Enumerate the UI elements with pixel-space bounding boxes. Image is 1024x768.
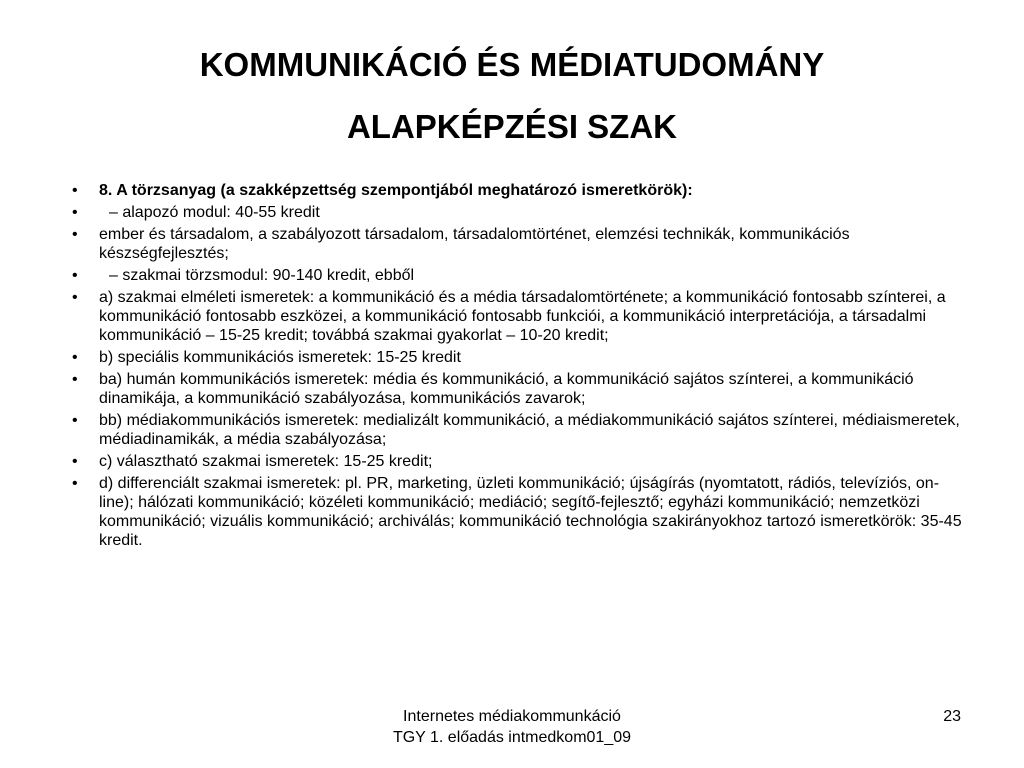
slide-title-line-1: KOMMUNIKÁCIÓ ÉS MÉDIATUDOMÁNY	[199, 46, 825, 83]
bullet-text: – alapozó modul: 40-55 kredit	[109, 204, 320, 221]
slide-title	[60, 34, 964, 158]
bullet-dot: •	[72, 349, 78, 366]
bullet-dot: •	[72, 182, 78, 199]
slide-title-line-2: ALAPKÉPZÉSI SZAK	[346, 108, 678, 145]
slide-footer	[312, 706, 712, 748]
bullet-text: ba) humán kommunikációs ismeretek: média és kommunikáció, a kommunikáció sajátos színterei, a kommunikáció dinamikája, a kommunikáció szabályozása, kommunikációs zavarok;	[99, 371, 914, 407]
bullet-text: c) választható szakmai ismeretek: 15-25 kredit;	[99, 453, 433, 470]
bullet-item-human-communication	[72, 370, 972, 408]
bullet-dot: •	[72, 267, 78, 284]
footer-line-2: TGY 1. előadás intmedkom01_09	[392, 729, 632, 746]
footer-line-1: Internetes médiakommunkáció	[403, 708, 621, 725]
bullet-text: ember és társadalom, a szabályozott társadalom, társadalomtörténet, elemzési technikák, kommunikációs készségfejlesztés;	[99, 226, 850, 262]
bullet-dot: •	[72, 289, 78, 306]
bullet-dot: •	[72, 226, 78, 243]
bullet-item-foundation-module	[72, 203, 972, 222]
bullet-text: 8. A törzsanyag (a szakképzettség szempontjából meghatározó ismeretkörök):	[99, 182, 693, 199]
bullet-item-theory	[72, 288, 972, 345]
bullet-text: bb) médiakommunikációs ismeretek: medializált kommunikáció, a médiakommunikáció sajátos színterei, médiaismeretek, médiadinamikák, a média szabályozása;	[99, 412, 960, 448]
bullet-item-differentiated	[72, 474, 972, 550]
bullet-list	[72, 181, 972, 553]
bullet-dot: •	[72, 412, 78, 429]
bullet-dot: •	[72, 204, 78, 221]
bullet-dot: •	[72, 371, 78, 388]
bullet-item-core-material	[72, 181, 972, 200]
bullet-item-elective	[72, 452, 972, 471]
bullet-text: b) speciális kommunikációs ismeretek: 15-25 kredit	[99, 349, 461, 366]
bullet-dot: •	[72, 453, 78, 470]
bullet-item-special	[72, 348, 972, 367]
bullet-text: a) szakmai elméleti ismeretek: a kommunikáció és a média társadalomtörténete; a kommunikáció fontosabb színterei, a kommunikáció fontosabb eszközei, a kommunikáció fontosabb funkciói, a kommunikáció interpretációja, a társadalmi kommunikáció – 15-25 kredit; továbbá szakmai gyakorlat – 10-20 kredit;	[99, 289, 946, 344]
bullet-text: – szakmai törzsmodul: 90-140 kredit, ebből	[109, 267, 415, 284]
bullet-dot: •	[72, 475, 78, 492]
bullet-text: d) differenciált szakmai ismeretek: pl. PR, marketing, üzleti kommunikáció; újságírás (nyomtatott, rádiós, televíziós, on-line); hálózati kommunikáció; közéleti kommunikáció; mediáció; segítő-fejlesztő; egyházi kommunikáció; nemzetközi kommunikáció; vizuális kommunikáció; archiválás; kommunikáció technológia szakirányokhoz tartozó ismeretkörök: 35-45 kredit.	[99, 475, 962, 549]
page-number: 23	[943, 708, 961, 725]
bullet-item-society	[72, 225, 972, 263]
bullet-item-media-communication	[72, 411, 972, 449]
bullet-item-core-module	[72, 266, 972, 285]
